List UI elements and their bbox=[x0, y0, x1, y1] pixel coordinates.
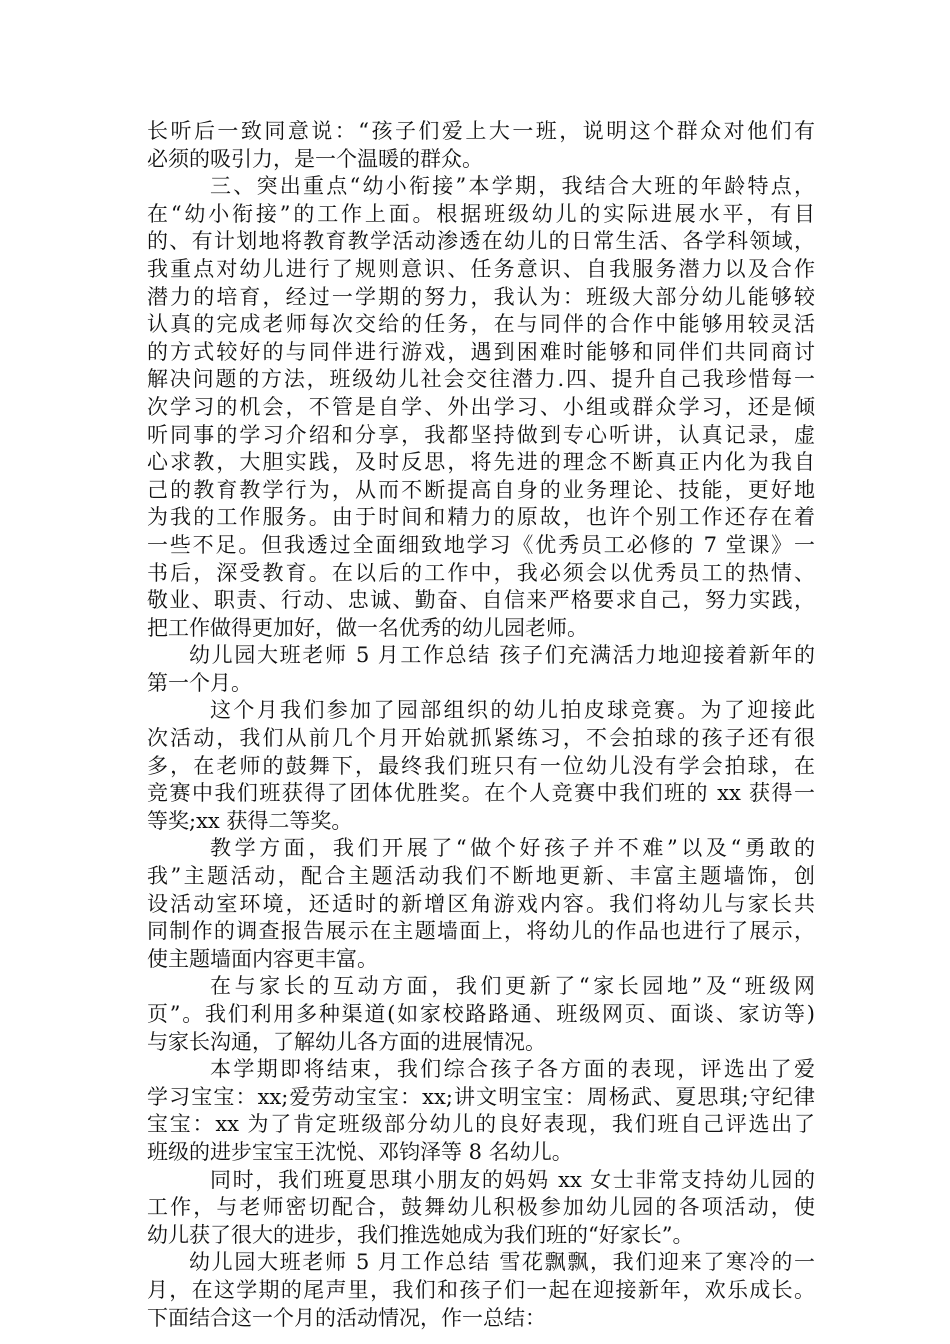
text-line: 月，在这学期的尾声里，我们和孩子们一起在迎接新年，欢乐成长。 bbox=[147, 1277, 815, 1302]
text-line: 把工作做得更加好，做一名优秀的幼儿园老师。 bbox=[147, 615, 588, 640]
text-line: 多，在老师的鼓舞下，最终我们班只有一位幼儿没有学会拍球，在 bbox=[147, 753, 815, 778]
text-line: 同制作的调查报告展示在主题墙面上，将幼儿的作品也进行了展示， bbox=[147, 919, 815, 944]
text-line: 书后，深受教育。在以后的工作中，我必须会以优秀员工的热情、 bbox=[147, 560, 815, 585]
text-line: 幼儿获了很大的进步，我们推选她成为我们班的“好家长”。 bbox=[147, 1222, 694, 1247]
text-line: 学习宝宝：xx;爱劳动宝宝：xx;讲文明宝宝：周杨武、夏思琪;守纪律 bbox=[147, 1084, 815, 1109]
text-line: 第一个月。 bbox=[147, 670, 252, 695]
text-line: 的方式较好的与同伴进行游戏，遇到困难时能够和同伴们共同商讨 bbox=[147, 339, 815, 364]
text-line: 与家长沟通，了解幼儿各方面的进展情况。 bbox=[147, 1029, 546, 1054]
text-line: 一些不足。但我透过全面细致地学习《优秀员工必修的 7 堂课》一 bbox=[147, 532, 815, 557]
text-line: 长听后一致同意说：“孩子们爱上大一班，说明这个群众对他们有 bbox=[147, 119, 815, 143]
text-line: 我”主题活动，配合主题活动我们不断地更新、丰富主题墙饰，创 bbox=[147, 864, 815, 889]
text-line: 敬业、职责、行动、忠诚、勤奋、自信来严格要求自己，努力实践， bbox=[147, 588, 815, 613]
text-line: 的、有计划地将教育教学活动渗透在幼儿的日常生活、各学科领域， bbox=[147, 229, 815, 254]
text-line: 幼儿园大班老师 5 月工作总结 孩子们充满活力地迎接着新年的 bbox=[189, 643, 815, 668]
text-line: 认真的完成老师每次交给的任务，在与同伴的合作中能够用较灵活 bbox=[147, 312, 815, 337]
text-line: 下面结合这一个月的活动情况，作一总结： bbox=[147, 1305, 546, 1330]
text-line: 本学期即将结束，我们综合孩子各方面的表现，评选出了爱 bbox=[210, 1057, 815, 1082]
text-line: 同时，我们班夏思琪小朋友的妈妈 xx 女士非常支持幼儿园的 bbox=[210, 1167, 815, 1192]
text-line: 工作，与老师密切配合，鼓舞幼儿积极参加幼儿园的各项活动，使 bbox=[147, 1195, 815, 1220]
text-line: 我重点对幼儿进行了规则意识、任务意识、自我服务潜力以及合作 bbox=[147, 256, 815, 281]
text-line: 心求教，大胆实践，及时反思，将先进的理念不断真正内化为我自 bbox=[147, 450, 815, 475]
text-line: 潜力的培育，经过一学期的努力，我认为：班级大部分幼儿能够较 bbox=[147, 284, 815, 309]
text-line: 在“幼小衔接”的工作上面。根据班级幼儿的实际进展水平，有目 bbox=[147, 201, 815, 226]
text-line: 竞赛中我们班获得了团体优胜奖。在个人竞赛中我们班的 xx 获得一 bbox=[147, 781, 815, 806]
text-line: 三、突出重点“幼小衔接”本学期，我结合大班的年龄特点， bbox=[210, 174, 815, 199]
text-line: 班级的进步宝宝王沈悦、邓钧泽等 8 名幼儿。 bbox=[147, 1139, 573, 1164]
text-line: 在与家长的互动方面，我们更新了“家长园地”及“班级网 bbox=[210, 974, 815, 999]
document-body bbox=[147, 118, 815, 1332]
text-line: 宝宝：xx 为了肯定班级部分幼儿的良好表现，我们班自己评选出了 bbox=[147, 1112, 815, 1137]
text-line: 解决问题的方法，班级幼儿社会交往潜力.四、提升自己我珍惜每一 bbox=[147, 367, 815, 392]
text-line: 设活动室环境，还适时的新增区角游戏内容。我们将幼儿与家长共 bbox=[147, 891, 815, 916]
text-line: 次活动，我们从前几个月开始就抓紧练习，不会拍球的孩子还有很 bbox=[147, 726, 815, 751]
text-line: 为我的工作服务。由于时间和精力的原故，也许个别工作还存在着 bbox=[147, 505, 815, 530]
text-line: 等奖;xx 获得二等奖。 bbox=[147, 808, 353, 833]
text-line: 必须的吸引力，是一个温暖的群众。 bbox=[147, 146, 483, 171]
text-line: 次学习的机会，不管是自学、外出学习、小组或群众学习，还是倾 bbox=[147, 394, 815, 419]
text-line: 使主题墙面内容更丰富。 bbox=[147, 946, 378, 971]
text-line: 这个月我们参加了园部组织的幼儿拍皮球竞赛。为了迎接此 bbox=[210, 698, 815, 723]
text-line: 教学方面，我们开展了“做个好孩子并不难”以及“勇敢的 bbox=[210, 836, 815, 861]
text-line: 页”。我们利用多种渠道(如家校路路通、班级网页、面谈、家访等) bbox=[147, 1002, 815, 1026]
text-line: 己的教育教学行为，从而不断提高自身的业务理论、技能，更好地 bbox=[147, 477, 815, 502]
text-line: 听同事的学习介绍和分享，我都坚持做到专心听讲，认真记录，虚 bbox=[147, 422, 815, 447]
text-line: 幼儿园大班老师 5 月工作总结 雪花飘飘，我们迎来了寒冷的一 bbox=[189, 1250, 815, 1275]
